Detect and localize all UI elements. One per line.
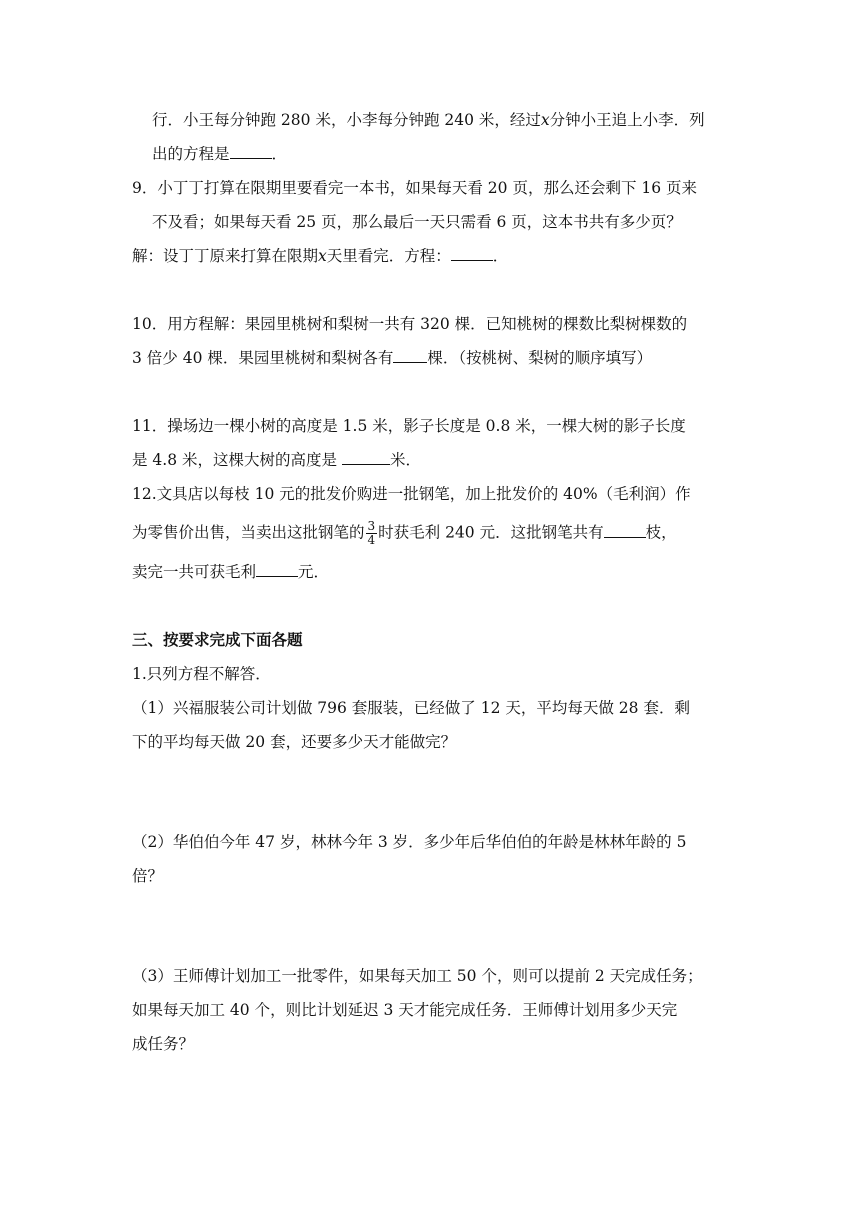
q9-text-a: 解：设丁丁原来打算在限期 (132, 247, 319, 265)
q9-answer-blank[interactable] (451, 246, 493, 261)
q10-answer-blank[interactable] (393, 348, 427, 363)
q8-text-b: 分钟小王追上小李．列 (549, 111, 705, 129)
q11-text-b: 米． (389, 451, 421, 469)
q10-text-a: 3 倍少 40 棵．果园里桃树和梨树各有 (132, 349, 394, 367)
q11-line-1: 11．操场边一棵小树的高度是 1.5 米，影子长度是 0.8 米，一棵大树的影子长度 (132, 417, 686, 435)
problem-1-line-2: 下的平均每天做 20 套，还要多少天才能做完？ (132, 733, 457, 751)
q9-line-3 (132, 246, 508, 266)
q11-line-2 (132, 450, 421, 470)
problem-2-line-2: 倍？ (132, 867, 164, 885)
q10-text-b: 棵．（按桃树、梨树的顺序填写） (427, 349, 653, 367)
section-3-intro: 1.只列方程不解答． (132, 665, 271, 683)
q8-answer-blank[interactable] (230, 144, 272, 159)
q12-text-d: 卖完一共可获毛利 (132, 563, 257, 581)
q9-line-1: 9．小丁丁打算在限期里要看完一本书，如果每天看 20 页，那么还会剩下 16 页来 (132, 179, 698, 197)
q8-text-a: 行．小王每分钟跑 280 米，小李每分钟跑 240 米，经过 (152, 111, 541, 129)
q12-text-b: 时获毛利 240 元．这批钢笔共有 (378, 523, 604, 542)
fraction-numerator: 3 (367, 519, 376, 533)
q10-line-1: 10．用方程解：果园里桃树和梨树一共有 320 棵．已知桃树的棵数比梨树棵数的 (132, 315, 688, 333)
q10-line-2 (132, 348, 652, 368)
q8-variable: x (540, 111, 550, 129)
fraction-denominator: 4 (367, 533, 376, 547)
three-quarters-fraction (366, 520, 378, 547)
q12-answer-blank-2[interactable] (256, 562, 298, 577)
q12-line-1: 12.文具店以每枝 10 元的批发价购进一批钢笔，加上批发价的 40%（毛利润）作 (132, 485, 691, 503)
q9-text-b: 天里看完．方程： (326, 247, 451, 265)
problem-3-line-2: 如果每天加工 40 个，则比计划延迟 3 天才能完成任务．王师傅计划用多少天完 (132, 1001, 678, 1019)
problem-3-line-3: 成任务？ (132, 1035, 195, 1053)
q9-variable: x (318, 247, 327, 265)
q8-text-c: 出的方程是 (152, 145, 230, 163)
section-3-heading: 三、按要求完成下面各题 (132, 630, 303, 649)
problem-3-line-1: （3）王师傅计划加工一批零件，如果每天加工 50 个，则可以提前 2 天完成任务； (132, 967, 703, 985)
q8-text-d: ． (271, 145, 288, 163)
q12-text-a: 为零售价出售，当卖出这批钢笔的 (132, 523, 365, 542)
q12-text-c: 枝， (645, 523, 677, 542)
q12-line-3 (132, 562, 329, 582)
q12-answer-blank-1[interactable] (604, 523, 646, 538)
q12-text-e: 元． (298, 563, 330, 581)
q9-line-2: 不及看；如果每天看 25 页，那么最后一天只需看 6 页，这本书共有多少页？ (152, 213, 682, 231)
problem-2-line-1: （2）华伯伯今年 47 岁，林林今年 3 岁．多少年后华伯伯的年龄是林林年龄的 5 (132, 833, 687, 851)
problem-1-line-1: （1）兴福服装公司计划做 796 套服装，已经做了 12 天，平均每天做 28 套．剩 (132, 699, 690, 717)
q11-text-a: 是 4.8 米，这棵大树的高度是 (132, 451, 342, 469)
q11-answer-blank[interactable] (342, 450, 390, 465)
q9-text-c: ． (492, 247, 509, 265)
q12-line-2 (132, 520, 677, 547)
q8-line-1 (152, 110, 705, 130)
q8-line-2 (152, 144, 287, 164)
